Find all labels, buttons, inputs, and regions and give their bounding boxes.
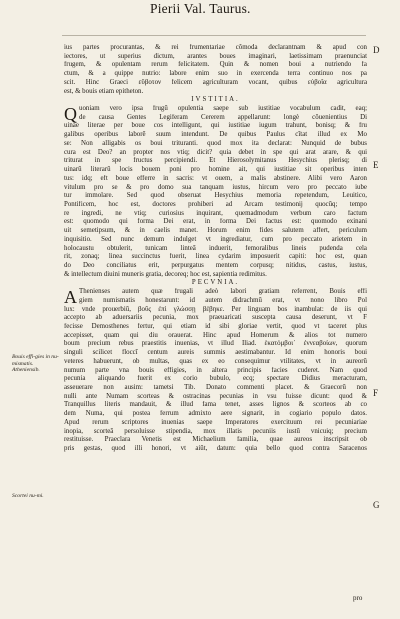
text-line: do Deo conciliatus erit, perpurgatus mentem corpusq; nitidus, castus, iustus, [64,261,367,269]
catchword: pro [353,594,363,602]
text-line: frugem, & opulentam rerum felicitatem. Quin & nomen boui a nutriendo fa [64,61,367,69]
text-line: Apud rerum scriptores inuenias saepe Imperatores exercituum rei pecuniariae [64,418,367,426]
pecunia-paragraph [64,288,367,454]
text-line: accepisset, quam qui diu orauerat. Hinc apud Homerum & alios tot numero [64,331,367,339]
section-letter-g: G [373,500,380,510]
text-line: Thenienses autem quæ frugali adeò labori gratiam referrent, Bouis effi [79,288,367,296]
text-line: numum parte vna bouis effigies, in altera principis facies cuderet. Nam quod [64,366,367,374]
text-line: uit semetipsum, & in caelis manet. Horum enim fides salutem affert, periculum [64,227,367,235]
main-text [64,44,367,454]
text-line: restituisse. Praeclara Venetis est Michaelium familia, quae aureos inscripsit ob [64,436,367,444]
text-line: ctum, & a quippe nutrio: labore enim suo in exercenda terra continuo nos pa [64,70,367,78]
text-line: uinarū literarū locis bouem poni pro homine ait, qui iustitiae sit operibus inten [64,166,367,174]
text-line: inquisitio. Sed nunc demum indulget vt ingrediatur, cum pro peccato arietem in [64,235,367,243]
text-line: fecisse Demosthenes fertur, qui etiam id sibi gloriae vertit, quod vt taceret plus [64,323,367,330]
text-line: re ingredi, ne vtiq; curiosius inquirant, quemadmodum verbum caro factum [64,209,367,217]
section-heading-pecunia: PECVNIA. [191,279,240,287]
text-line: ius partes procurantas, & rei frumentariae cõmoda declarantnam & apud con [64,44,367,51]
dropcap-a: A [64,287,77,308]
text-line: accepto ab aduersariis pecunia, mox praeuaricati suscepta causa deserunt, vt F [64,314,367,322]
text-line: rit, zonaq; linea succinctus fuerit, linea cydarim imposuerit capiti: hoc est, quan [64,253,367,261]
text-line: triturat in spe fructus percipiendi. Et Hierosolymitanus Hesychius plerisq; di [64,157,367,165]
section-letter-e: E [373,160,379,170]
text-line: Tranquillus literis mandauit, & illud fama tenet, asses lignos & scorteos ab co [64,401,367,409]
text-line: galibus operibus laborē suum intendunt. De quibus Paulus cītat illud ex Mo [64,131,367,139]
text-line: boum precium rebus praestitis inuenias, vt illud Iliad. ἑκατόμβοι᾽ ἐννεαβοίων, quorum [64,340,367,348]
running-head: Pierii Val. Taurus. [150,1,251,16]
text-line: uoniam vero ipsa frugū opulentia saepe sub iustitiae vocabulum cadit, eaq; [79,105,367,113]
text-line: est, & bouis etiam epitheton. [64,87,144,95]
text-line: cura est Deo? an propter nos vtiq; dicit? quia debet in spe qui arat arare, & qui [64,148,367,156]
text-line: Pontificem, hoc est, doctores prohiberi ad Arcam testimonij quocūq; tempo [64,200,367,208]
section-letter-d: D [373,45,380,55]
section-letter-f: F [373,388,379,398]
text-line: giem numismatis honestarunt: id autem didrachmū erat, vt nono libro Pol [79,296,367,304]
iustitia-paragraph [64,105,367,279]
section-heading-iustitia: IVSTITIA. [191,96,240,104]
text-line: pris gestas, quod illi honori, vt aiūt, datum: quia bello quod contra Saracenos [64,445,367,453]
text-line: singuli scilicet floccī centum aureis summis aestimabantur. Id enim honoris boui [64,349,367,357]
text-line: holocaustu obtulerit, tunicam linteā induerit, femoralibus lineis pudenda cela [64,244,367,252]
text-line: pecunia aliquando fuerit ex corio bubulo, ecq; spectare Didius meracturam, [64,375,367,383]
text-line: se: Non alligabis os boui trituranti. quod mox ita declarat: Nunquid de bubus [64,139,367,147]
margin-note-bouis-effigies: Bouis effi-gies in nu-mismatis. Atheniensib. [12,354,59,374]
text-line: iectores, ut superius dictum, arantes boues imaginari, laetissimam praenunciat [64,52,367,60]
text-line: tur immolare. Sed quod obseruat Hesychius memoria repetendum, Leuitico, [64,192,367,200]
margin-note-scortei-numi: Scortei nu-mi. [12,493,44,499]
text-line: de causa Gentes Legiferam Cererem appellarunt: longè cõuenientius Di [79,113,367,121]
header-rule [62,35,366,36]
text-line: inopia, scorteā persoluisse stipendia, mox illatis pecuniis iustū vnicuiq; precium [64,427,367,435]
text-line: veteres habuerunt, ob multas, quas ex eo consequimur vtilitates, vt in aureorū [64,357,367,365]
text-line: asseuerare non ausim: tametsi Tib. Donato commenti placet. & Graecorū non [64,384,367,392]
text-line: vitulum pro se & pro domo sua tanquam iustus, hircum vero pro peccato iube [64,183,367,191]
text-line: lux: vnde prouerbiū, βοῦς ἐπὶ γλώσσῃ βέβηκε. Per linguam bos inambulat: de iis qui [64,305,367,313]
text-line: & intellectum diuini muneris gratia, decoreq; hoc est, sapientia redimitus. [64,270,267,278]
text-line: tus: idq; eft boue efferre in sacris: vt ouem, a malis abstinere. Alibi vero Aaron [64,174,367,182]
dropcap-q: Q [64,104,77,125]
text-line: scit. Hinc Graeci εὔβοτον felicem agriculturam vocant, quibus εὐβοΐα agricultura [64,78,367,86]
text-line: uinae literae per boue cos intelligunt, qui iustitiae iugum trahunt, bonisq; & fru [64,122,367,130]
text-line: est: quomodo qui forma Dei erat, in forma Dei factus est: quomodo exinani [64,218,367,226]
text-line: nulli ante Numam scorteas & ostracinas pecunias in vsu fuisse dicunt: quod & [64,392,367,400]
text-line: dem Numa, qui postea ferrum admixto aere signarit, in cogiario populo datos. [64,410,367,418]
